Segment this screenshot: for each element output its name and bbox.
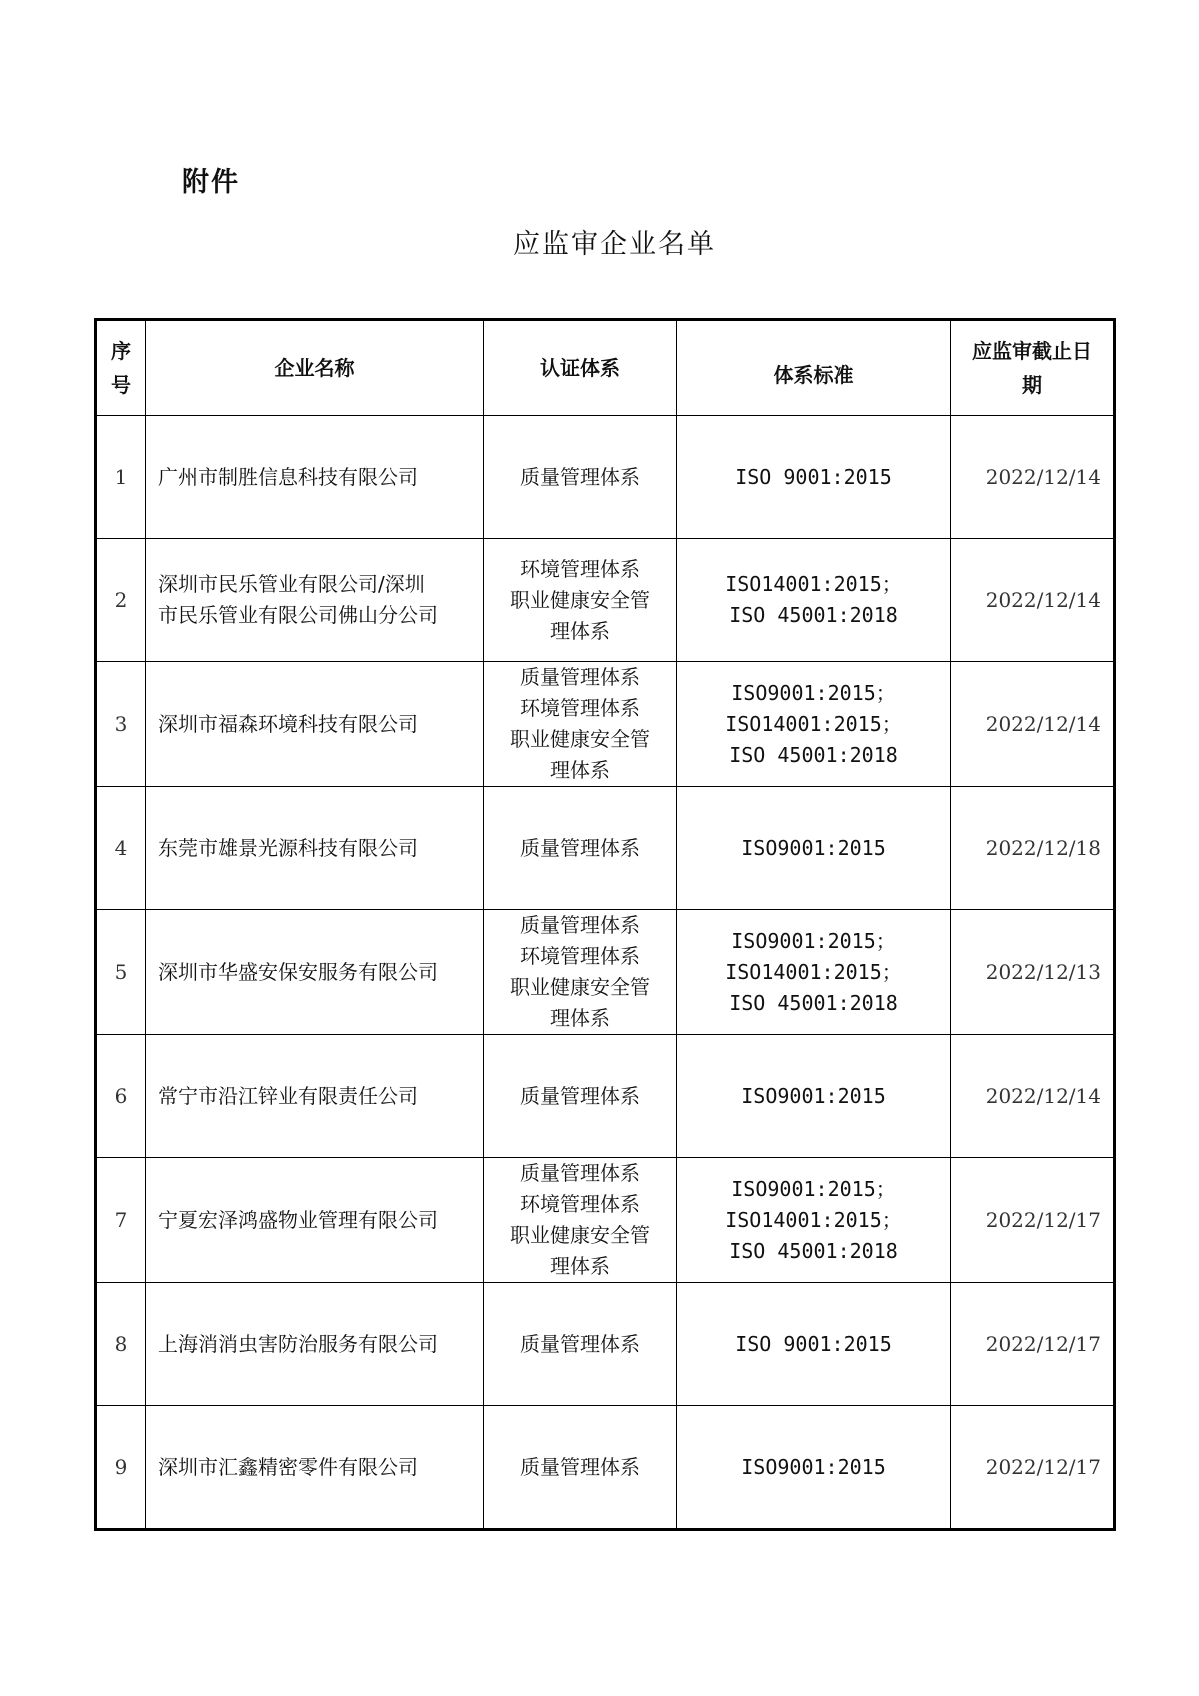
row-number: 9	[96, 1406, 146, 1530]
table-row	[96, 1158, 1115, 1283]
row-number: 8	[96, 1283, 146, 1406]
system-standard: ISO14001:2015； ISO 45001:2018	[677, 539, 951, 662]
table-row	[96, 910, 1115, 1035]
deadline-date: 2022/12/14	[951, 416, 1115, 539]
system-standard: ISO9001:2015； ISO14001:2015； ISO 45001:2018	[677, 662, 951, 787]
table-header-row	[96, 320, 1115, 416]
system-standard: ISO9001:2015； ISO14001:2015； ISO 45001:2018	[677, 1158, 951, 1283]
row-number: 6	[96, 1035, 146, 1158]
row-number: 1	[96, 416, 146, 539]
table-row	[96, 1035, 1115, 1158]
cert-system: 质量管理体系 环境管理体系 职业健康安全管 理体系	[484, 910, 677, 1035]
cert-system: 环境管理体系 职业健康安全管 理体系	[484, 539, 677, 662]
row-number: 7	[96, 1158, 146, 1283]
system-standard: ISO9001:2015	[677, 787, 951, 910]
deadline-date: 2022/12/13	[951, 910, 1115, 1035]
attachment-label: 附件	[182, 167, 240, 198]
deadline-date: 2022/12/17	[951, 1283, 1115, 1406]
deadline-date: 2022/12/17	[951, 1158, 1115, 1283]
deadline-date: 2022/12/14	[951, 539, 1115, 662]
row-number: 4	[96, 787, 146, 910]
page-title: 应监审企业名单	[513, 229, 716, 260]
row-number: 5	[96, 910, 146, 1035]
company-name: 东莞市雄景光源科技有限公司	[146, 787, 484, 910]
header-standard: 体系标准	[677, 320, 951, 416]
table-row	[96, 1406, 1115, 1530]
cert-system: 质量管理体系	[484, 1406, 677, 1530]
cert-system: 质量管理体系	[484, 416, 677, 539]
cert-system: 质量管理体系 环境管理体系 职业健康安全管 理体系	[484, 662, 677, 787]
table-row	[96, 416, 1115, 539]
system-standard: ISO9001:2015； ISO14001:2015； ISO 45001:2018	[677, 910, 951, 1035]
system-standard: ISO 9001:2015	[677, 416, 951, 539]
table-row	[96, 1283, 1115, 1406]
cert-system: 质量管理体系	[484, 1283, 677, 1406]
header-cert-system: 认证体系	[484, 320, 677, 416]
system-standard: ISO9001:2015	[677, 1035, 951, 1158]
company-name: 常宁市沿江锌业有限责任公司	[146, 1035, 484, 1158]
row-number: 3	[96, 662, 146, 787]
system-standard: ISO 9001:2015	[677, 1283, 951, 1406]
company-name: 广州市制胜信息科技有限公司	[146, 416, 484, 539]
system-standard: ISO9001:2015	[677, 1406, 951, 1530]
cert-system: 质量管理体系 环境管理体系 职业健康安全管 理体系	[484, 1158, 677, 1283]
table-row	[96, 787, 1115, 910]
deadline-date: 2022/12/14	[951, 1035, 1115, 1158]
deadline-date: 2022/12/14	[951, 662, 1115, 787]
cert-system: 质量管理体系	[484, 1035, 677, 1158]
company-name: 上海消消虫害防治服务有限公司	[146, 1283, 484, 1406]
table-row	[96, 662, 1115, 787]
deadline-date: 2022/12/18	[951, 787, 1115, 910]
company-table	[94, 318, 1116, 1531]
row-number: 2	[96, 539, 146, 662]
cert-system: 质量管理体系	[484, 787, 677, 910]
company-name: 深圳市民乐管业有限公司/深圳 市民乐管业有限公司佛山分公司	[146, 539, 484, 662]
header-deadline: 应监审截止日 期	[951, 320, 1115, 416]
company-name: 深圳市福森环境科技有限公司	[146, 662, 484, 787]
company-name: 深圳市华盛安保安服务有限公司	[146, 910, 484, 1035]
table-row	[96, 539, 1115, 662]
company-name: 宁夏宏泽鸿盛物业管理有限公司	[146, 1158, 484, 1283]
header-seq: 序 号	[96, 320, 146, 416]
company-name: 深圳市汇鑫精密零件有限公司	[146, 1406, 484, 1530]
deadline-date: 2022/12/17	[951, 1406, 1115, 1530]
header-company: 企业名称	[146, 320, 484, 416]
